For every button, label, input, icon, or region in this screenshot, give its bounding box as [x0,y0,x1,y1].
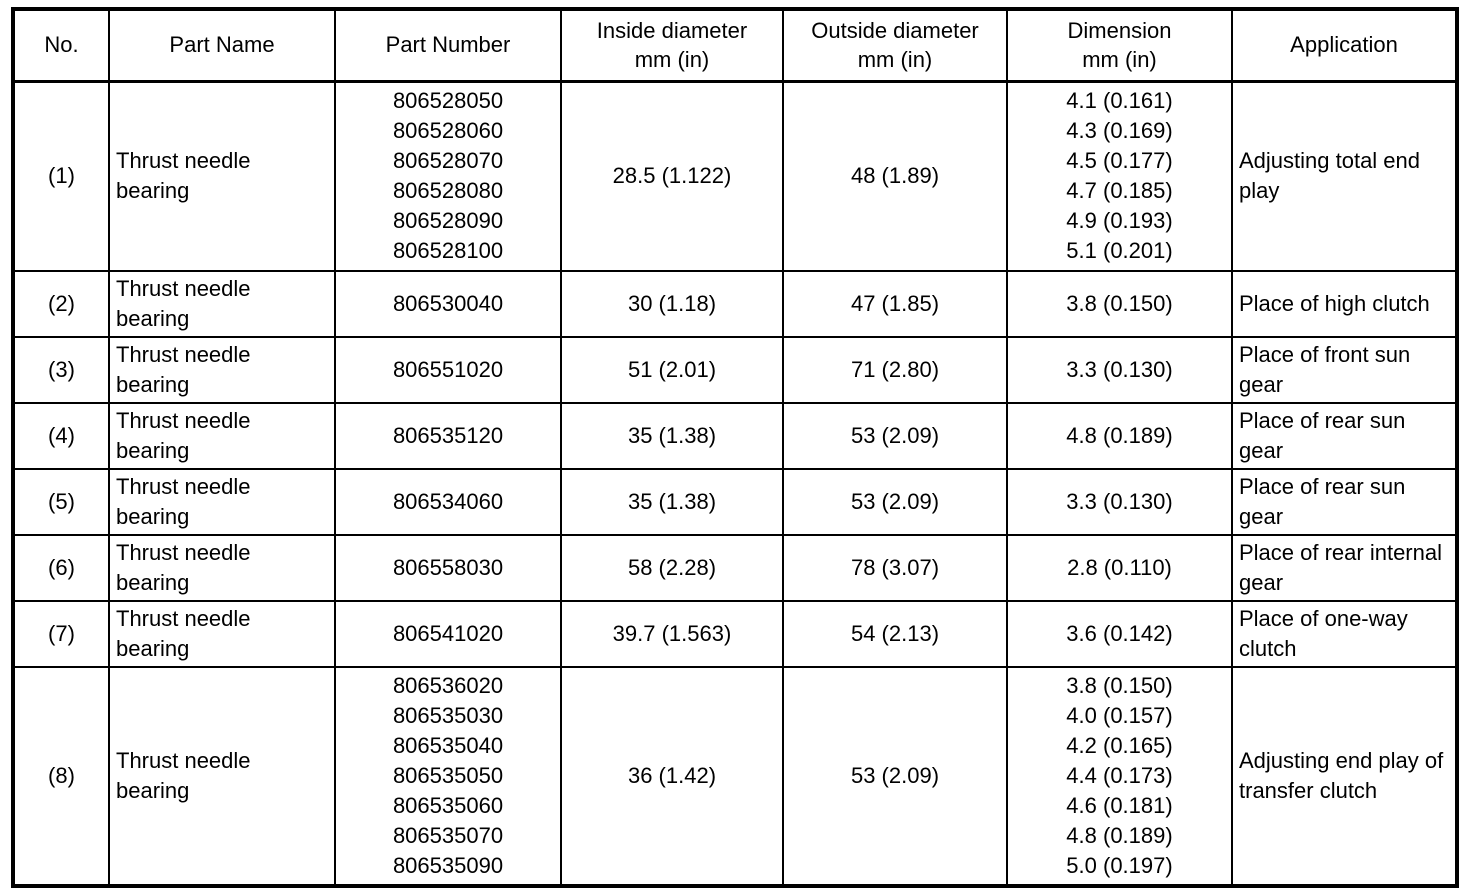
cell-inside-diameter: 30 (1.18) [561,271,783,337]
dimension-value: 4.8 (0.189) [1066,823,1173,848]
cell-inside-diameter: 35 (1.38) [561,403,783,469]
cell-application: Place of high clutch [1232,271,1457,337]
header-application: Application [1232,9,1457,81]
cell-no: (1) [13,81,109,271]
table-row [13,337,1457,403]
dimension-value: 4.8 (0.189) [1066,423,1173,448]
cell-part-name: Thrust needle bearing [109,81,335,271]
table-row [13,403,1457,469]
bearing-table [11,7,1459,888]
part-number-list [393,619,503,649]
cell-part-number [335,81,561,271]
part-number: 806528070 [392,148,504,174]
dimension-value: 3.8 (0.150) [1066,291,1173,316]
cell-part-name: Thrust needle bearing [109,337,335,403]
part-number-list [393,355,503,385]
cell-part-name: Thrust needle bearing [109,535,335,601]
cell-part-number [335,271,561,337]
cell-application: Adjusting end play of transfer clutch [1232,667,1457,886]
header-dimension-line2: mm (in) [1082,47,1157,73]
header-dimension [1007,9,1232,81]
cell-part-number [335,403,561,469]
table-row [13,81,1457,271]
cell-outside-diameter: 53 (2.09) [783,469,1007,535]
dimension-value-list [1066,355,1172,385]
header-part-number: Part Number [335,9,561,81]
cell-no: (8) [13,667,109,886]
cell-part-name: Thrust needle bearing [109,469,335,535]
header-outside-diameter-line2: mm (in) [857,47,933,73]
header-inside-diameter-line2: mm (in) [634,47,710,73]
part-number: 806535050 [392,763,504,788]
header-no: No. [13,9,109,81]
cell-no: (5) [13,469,109,535]
part-number-list [393,421,503,451]
cell-application: Adjusting total end play [1232,81,1457,271]
header-dimension-line1: Dimension [1067,18,1172,44]
part-number: 806534060 [392,489,504,514]
cell-part-number [335,469,561,535]
dimension-value: 4.4 (0.173) [1066,763,1173,788]
cell-dimension [1007,469,1232,535]
cell-dimension [1007,337,1232,403]
cell-inside-diameter: 39.7 (1.563) [561,601,783,667]
header-outside-diameter-line1: Outside diameter [811,18,979,44]
dimension-value: 4.7 (0.185) [1066,178,1173,204]
dimension-value: 4.5 (0.177) [1066,148,1173,174]
header-part-name: Part Name [109,9,335,81]
cell-application: Place of front sun gear [1232,337,1457,403]
bearing-spec-sheet [11,7,1455,883]
dimension-value-list [1066,671,1172,881]
part-number: 806558030 [392,555,504,580]
part-number: 806528050 [392,88,504,114]
cell-part-number [335,601,561,667]
dimension-value: 4.1 (0.161) [1066,88,1173,114]
dimension-value: 3.3 (0.130) [1066,357,1173,382]
cell-outside-diameter: 54 (2.13) [783,601,1007,667]
part-number: 806535070 [392,823,504,848]
cell-application: Place of rear sun gear [1232,403,1457,469]
dimension-value-list [1066,487,1172,517]
cell-part-number [335,535,561,601]
dimension-value: 3.3 (0.130) [1066,489,1173,514]
part-number: 806535060 [392,793,504,818]
cell-inside-diameter: 51 (2.01) [561,337,783,403]
table-row [13,601,1457,667]
part-number: 806528100 [392,238,504,264]
cell-part-number [335,337,561,403]
dimension-value: 3.8 (0.150) [1066,673,1173,698]
cell-inside-diameter: 28.5 (1.122) [561,81,783,271]
part-number-list [393,671,503,881]
dimension-value: 3.6 (0.142) [1066,621,1173,646]
cell-dimension [1007,601,1232,667]
dimension-value: 4.9 (0.193) [1066,208,1173,234]
part-number-list [393,86,503,266]
cell-application: Place of rear internal gear [1232,535,1457,601]
part-number-list [393,487,503,517]
cell-no: (6) [13,535,109,601]
table-row [13,535,1457,601]
part-number: 806528080 [392,178,504,204]
header-outside-diameter [783,9,1007,81]
cell-no: (2) [13,271,109,337]
part-number: 806528090 [392,208,504,234]
header-inside-diameter [561,9,783,81]
cell-dimension [1007,667,1232,886]
part-number: 806536020 [392,673,504,698]
part-number: 806528060 [392,118,504,144]
dimension-value-list [1066,289,1172,319]
part-number-list [393,553,503,583]
header-row [13,9,1457,81]
dimension-value: 4.2 (0.165) [1066,733,1173,758]
part-number: 806530040 [392,291,504,316]
cell-outside-diameter: 47 (1.85) [783,271,1007,337]
cell-outside-diameter: 71 (2.80) [783,337,1007,403]
cell-no: (3) [13,337,109,403]
cell-application: Place of one-way clutch [1232,601,1457,667]
cell-dimension [1007,81,1232,271]
table-row [13,271,1457,337]
part-number: 806535030 [392,703,504,728]
dimension-value: 4.0 (0.157) [1066,703,1173,728]
cell-no: (4) [13,403,109,469]
dimension-value: 5.1 (0.201) [1066,238,1173,264]
part-number: 806535090 [392,853,504,878]
cell-outside-diameter: 48 (1.89) [783,81,1007,271]
part-number-list [393,289,503,319]
cell-dimension [1007,271,1232,337]
cell-dimension [1007,535,1232,601]
part-number: 806541020 [392,621,504,646]
cell-no: (7) [13,601,109,667]
dimension-value-list [1066,421,1172,451]
cell-part-name: Thrust needle bearing [109,601,335,667]
cell-inside-diameter: 36 (1.42) [561,667,783,886]
cell-part-number [335,667,561,886]
cell-outside-diameter: 53 (2.09) [783,667,1007,886]
dimension-value: 5.0 (0.197) [1066,853,1173,878]
table-row [13,469,1457,535]
header-inside-diameter-line1: Inside diameter [596,18,748,44]
part-number: 806551020 [392,357,504,382]
dimension-value-list [1067,553,1172,583]
dimension-value: 4.3 (0.169) [1066,118,1173,144]
cell-inside-diameter: 35 (1.38) [561,469,783,535]
table-row [13,667,1457,886]
cell-outside-diameter: 78 (3.07) [783,535,1007,601]
cell-outside-diameter: 53 (2.09) [783,403,1007,469]
dimension-value-list [1066,86,1172,266]
dimension-value: 2.8 (0.110) [1067,555,1172,580]
cell-dimension [1007,403,1232,469]
cell-application: Place of rear sun gear [1232,469,1457,535]
cell-part-name: Thrust needle bearing [109,667,335,886]
cell-part-name: Thrust needle bearing [109,403,335,469]
cell-part-name: Thrust needle bearing [109,271,335,337]
part-number: 806535120 [392,423,504,448]
part-number: 806535040 [392,733,504,758]
dimension-value-list [1066,619,1172,649]
cell-inside-diameter: 58 (2.28) [561,535,783,601]
dimension-value: 4.6 (0.181) [1066,793,1173,818]
